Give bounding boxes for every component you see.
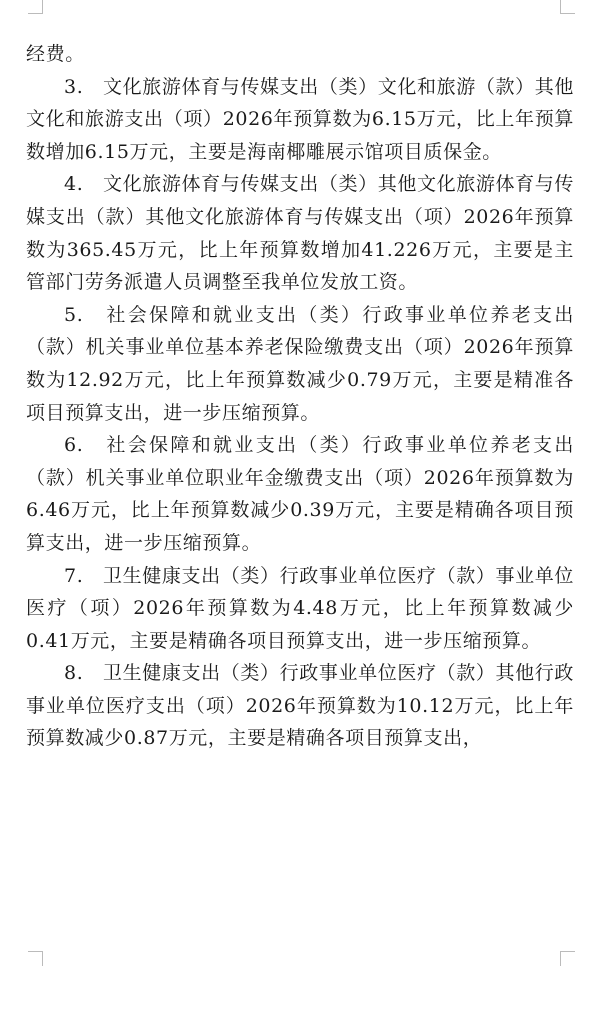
paragraph-item-6: 6. 社会保障和就业支出（类）行政事业单位养老支出（款）机关事业单位职业年金缴费支出（项）2026年预算数为6.46万元，比上年预算数减少0.39万元，主要是精确各项目预算支出，进一步压缩预算。 [26,434,574,554]
paragraph-item-8: 8. 卫生健康支出（类）行政事业单位医疗（款）其他行政事业单位医疗支出（项）2026年预算数为10.12万元，比上年预算数减少0.87万元，主要是精确各项目预算支出， [26,662,574,750]
paragraph-item-3: 3. 文化旅游体育与传媒支出（类）文化和旅游（款）其他文化和旅游支出（项）2026年预算数为6.15万元，比上年预算数增加6.15万元，主要是海南椰雕展示馆项目质保金。 [26,75,574,163]
paragraph-item-7: 7. 卫生健康支出（类）行政事业单位医疗（款）事业单位医疗（项）2026年预算数为4.48万元，比上年预算数减少0.41万元，主要是精确各项目预算支出，进一步压缩预算。 [26,564,574,652]
paragraph-item-4: 4. 文化旅游体育与传媒支出（类）其他文化旅游体育与传媒支出（款）其他文化旅游体育与传媒支出（项）2026年预算数为365.45万元，比上年预算数增加41.226万元，主要是主管部门劳务派遣人员调整至我单位发放工资。 [26,173,574,294]
paragraph-continuation: 经费。 [26,43,85,65]
page-corner-mark-top-left [28,0,43,14]
page-corner-mark-top-right [560,0,575,14]
page-corner-mark-bottom-left [28,951,43,966]
document-body [26,38,574,755]
page-corner-mark-bottom-right [560,951,575,966]
paragraph-item-5: 5. 社会保障和就业支出（类）行政事业单位养老支出（款）机关事业单位基本养老保险缴费支出（项）2026年预算数为12.92万元，比上年预算数减少0.79万元，主要是精准各项目预算支出，进一步压缩预算。 [26,303,574,424]
